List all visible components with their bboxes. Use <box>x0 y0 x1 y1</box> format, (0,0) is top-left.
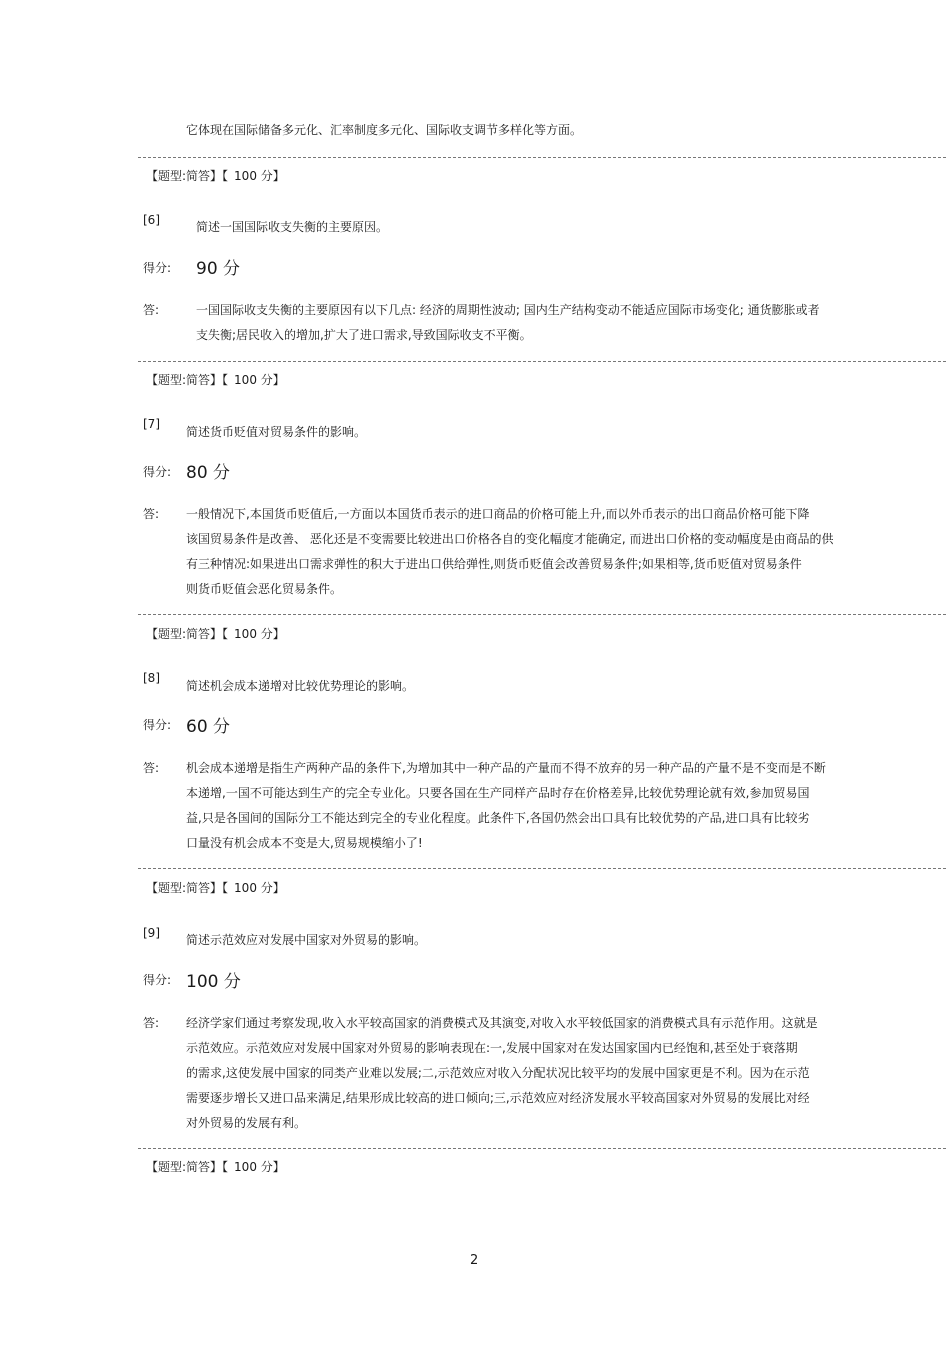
question-text: 简述货币贬值对贸易条件的影响。 <box>186 425 367 439</box>
question-number: [9] <box>143 926 160 940</box>
dashed-separator <box>138 361 946 362</box>
answer-line: 口量没有机会成本不变是大,贸易规模缩小了! <box>186 836 423 850</box>
score-label: 得分: <box>143 465 172 479</box>
dashed-separator <box>138 868 946 869</box>
question-text: 简述一国国际收支失衡的主要原因。 <box>196 220 389 234</box>
score-value: 100 分 <box>186 972 241 992</box>
meta-prefix: 【题型:简答】【 <box>146 881 229 895</box>
question-type-meta <box>146 881 285 895</box>
answer-label: 答: <box>143 1016 160 1030</box>
answer-line: 益,只是各国间的国际分工不能达到完全的专业化程度。此条件下,各国仍然会出口具有比较优势的产品,进口具有比较劣 <box>186 811 810 825</box>
meta-points: 100 分】 <box>234 627 285 641</box>
page-number: 2 <box>470 1253 479 1268</box>
meta-prefix: 【题型:简答】【 <box>146 373 229 387</box>
question-text: 简述示范效应对发展中国家对外贸易的影响。 <box>186 933 427 947</box>
answer-line: 的需求,这使发展中国家的同类产业难以发展;二,示范效应对收入分配状况比较平均的发展中国家更是不利。因为在示范 <box>186 1066 810 1080</box>
score-value: 60 分 <box>186 717 231 737</box>
meta-prefix: 【题型:简答】【 <box>146 1160 229 1174</box>
meta-points: 100 分】 <box>234 169 285 183</box>
answer-line: 一国国际收支失衡的主要原因有以下几点: 经济的周期性波动; 国内生产结构变动不能适应国际市场变化; 通货膨胀或者 <box>196 303 820 317</box>
dashed-separator <box>138 157 946 158</box>
meta-points: 100 分】 <box>234 1160 285 1174</box>
meta-points: 100 分】 <box>234 881 285 895</box>
meta-prefix: 【题型:简答】【 <box>146 169 229 183</box>
score-label: 得分: <box>143 718 172 732</box>
answer-line: 该国贸易条件是改善、 恶化还是不变需要比较进出口价格各自的变化幅度才能确定, 而进出口价格的变动幅度是由商品的供 <box>186 532 834 546</box>
meta-prefix: 【题型:简答】【 <box>146 627 229 641</box>
score-value: 90 分 <box>196 259 241 279</box>
score-value: 80 分 <box>186 463 231 483</box>
score-label: 得分: <box>143 973 172 987</box>
answer-label: 答: <box>143 761 160 775</box>
question-type-meta <box>146 1160 285 1174</box>
question-number: [8] <box>143 671 160 685</box>
answer-line: 有三种情况:如果进出口需求弹性的积大于进出口供给弹性,则货币贬值会改善贸易条件;如果相等,货币贬值对贸易条件 <box>186 557 802 571</box>
answer-line: 则货币贬值会恶化贸易条件。 <box>186 582 343 596</box>
question-number: [6] <box>143 213 160 227</box>
question-type-meta <box>146 627 285 641</box>
answer-line: 对外贸易的发展有利。 <box>186 1116 307 1130</box>
answer-line: 支失衡;居民收入的增加,扩大了进口需求,导致国际收支不平衡。 <box>196 328 532 342</box>
meta-points: 100 分】 <box>234 373 285 387</box>
answer-label: 答: <box>143 507 160 521</box>
answer-line: 示范效应。示范效应对发展中国家对外贸易的影响表现在:一,发展中国家对在发达国家国内已经饱和,甚至处于衰落期 <box>186 1041 798 1055</box>
answer-line: 经济学家们通过考察发现,收入水平较高国家的消费模式及其演变,对收入水平较低国家的消费模式具有示范作用。这就是 <box>186 1016 818 1030</box>
answer-line: 机会成本递增是指生产两种产品的条件下,为增加其中一种产品的产量而不得不放弃的另一种产品的产量不是不变而是不断 <box>186 761 826 775</box>
dashed-separator <box>138 1148 946 1149</box>
intro-line: 它体现在国际储备多元化、汇率制度多元化、国际收支调节多样化等方面。 <box>186 123 583 137</box>
answer-line: 需要逐步增长又进口品来满足,结果形成比较高的进口倾向;三,示范效应对经济发展水平较高国家对外贸易的发展比对经 <box>186 1091 810 1105</box>
score-label: 得分: <box>143 261 172 275</box>
question-text: 简述机会成本递增对比较优势理论的影响。 <box>186 679 415 693</box>
answer-label: 答: <box>143 303 160 317</box>
question-type-meta <box>146 373 285 387</box>
answer-line: 本递增,一国不可能达到生产的完全专业化。只要各国在生产同样产品时存在价格差异,比较优势理论就有效,参加贸易国 <box>186 786 810 800</box>
answer-line: 一般情况下,本国货币贬值后,一方面以本国货币表示的进口商品的价格可能上升,而以外币表示的出口商品价格可能下降 <box>186 507 810 521</box>
question-type-meta <box>146 169 285 183</box>
dashed-separator <box>138 614 946 615</box>
question-number: [7] <box>143 417 160 431</box>
